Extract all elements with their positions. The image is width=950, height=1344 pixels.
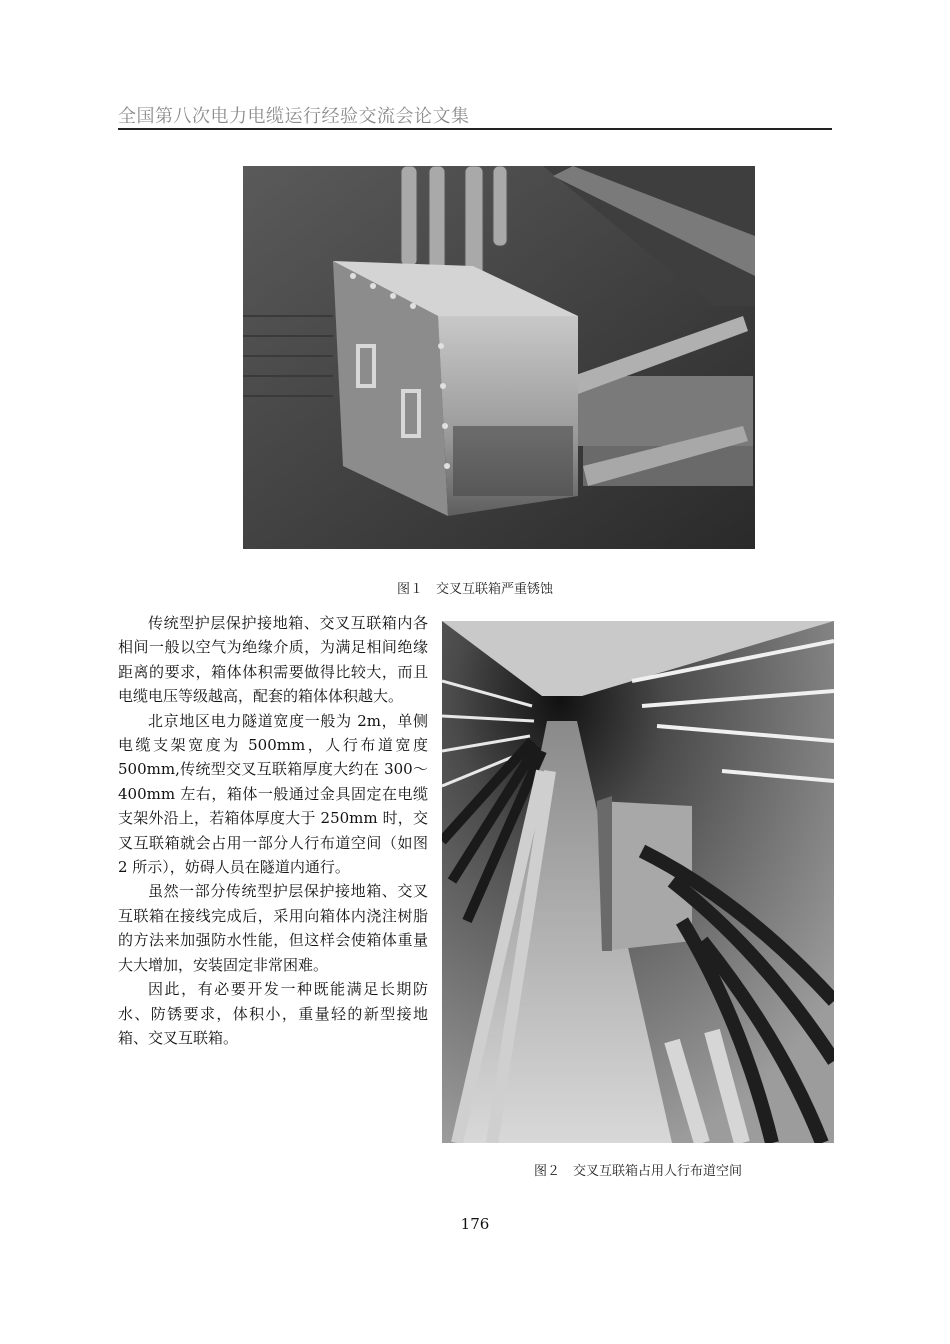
figure-1-photo: [243, 166, 755, 549]
figure-1-caption: 图１ 交叉互联箱严重锈蚀: [396, 582, 553, 597]
figure-2-photo: [442, 621, 834, 1143]
page-number: 176: [460, 1215, 490, 1233]
body-text: [118, 611, 428, 1050]
figure-2-caption: 图２ 交叉互联箱占用人行布道空间: [533, 1164, 742, 1179]
proceedings-title: 全国第八次电力电缆运行经验交流会论文集: [118, 106, 470, 127]
paragraph: 北京地区电力隧道宽度一般为 2m，单侧电缆支架宽度为 500mm，人行布道宽度 500mm,传统型交叉互联箱厚度大约在 300～400mm 左右，箱体一般通过金具固定在电缆支架外沿上，若箱体厚度大于 250mm 时，交叉互联箱就会占用一部分人行布道空间（如图 2 所示），妨碍人员在隧道内通行。: [118, 711, 428, 877]
running-header: [118, 100, 832, 130]
paragraph: 传统型护层保护接地箱、交叉互联箱内各相间一般以空气为绝缘介质，为满足相间绝缘距离的要求，箱体体积需要做得比较大，而且电缆电压等级越高，配套的箱体体积越大。: [118, 614, 428, 706]
paragraph: 因此，有必要开发一种既能满足长期防水、防锈要求，体积小，重量轻的新型接地箱、交叉互联箱。: [118, 980, 428, 1047]
paragraph: 虽然一部分传统型护层保护接地箱、交叉互联箱在接线完成后，采用向箱体内浇注树脂的方法来加强防水性能，但这样会使箱体重量大大增加，安装固定非常困难。: [118, 882, 428, 974]
